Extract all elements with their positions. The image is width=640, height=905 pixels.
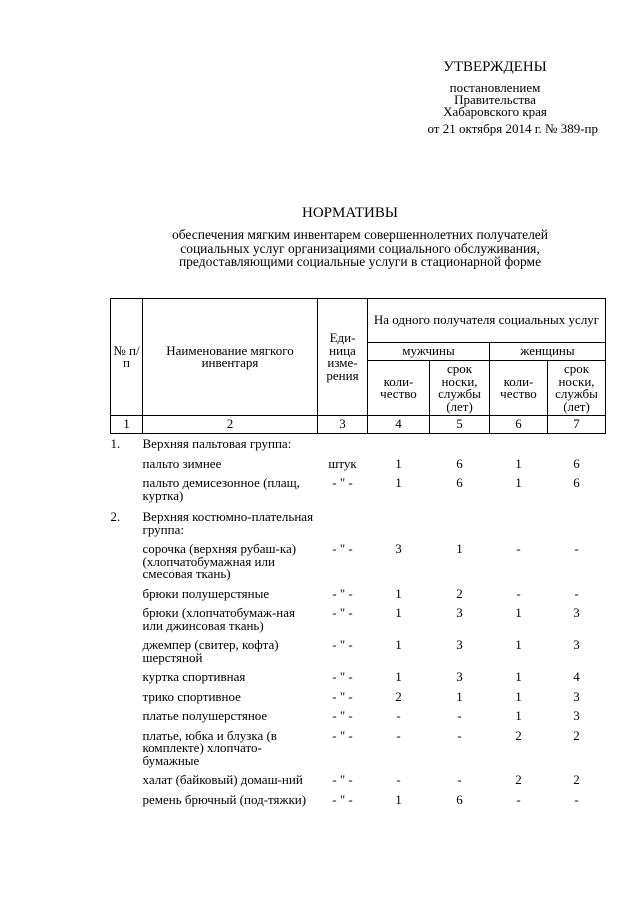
table-row <box>111 586 606 606</box>
unit-of-measure: - " - <box>332 772 353 787</box>
men-term: 3 <box>456 669 463 684</box>
col-number: 5 <box>430 416 490 434</box>
men-term: - <box>457 708 462 723</box>
row-number <box>111 772 143 792</box>
item-name: платье полушерстяное <box>142 708 268 723</box>
table-row <box>111 475 606 507</box>
women-quantity: - <box>516 541 521 556</box>
table-row <box>111 792 606 812</box>
approval-line-4: от 21 октября 2014 г. № 389-пр <box>427 121 598 136</box>
item-name: ремень брючный (под-тяжки) <box>142 791 307 807</box>
unit-of-measure: - " - <box>332 688 353 704</box>
header-women-term: срок носки, службы (лет) <box>548 361 606 416</box>
women-term: 6 <box>573 475 580 490</box>
table-row <box>111 689 606 709</box>
men-term: - <box>457 772 462 787</box>
item-name: куртка спортивная <box>142 669 246 684</box>
unit-of-measure: - " - <box>332 669 353 684</box>
unit-of-measure <box>318 434 368 456</box>
men-quantity: 1 <box>395 605 402 620</box>
unit-of-measure: штук <box>328 455 357 471</box>
women-quantity: 1 <box>515 708 522 723</box>
men-quantity: - <box>396 772 401 787</box>
unit-of-measure <box>318 507 368 541</box>
norms-table <box>110 298 606 811</box>
men-term: 2 <box>456 585 463 601</box>
unit-of-measure: - " - <box>332 727 353 743</box>
unit-of-measure: - " - <box>332 637 353 652</box>
item-name: Верхняя пальтовая группа: <box>142 436 292 451</box>
row-number <box>111 689 143 709</box>
women-term: - <box>574 791 579 807</box>
women-quantity: - <box>516 791 521 807</box>
document-subtitle <box>110 228 610 269</box>
row-number <box>111 605 143 637</box>
women-term: 3 <box>573 708 580 723</box>
row-number <box>111 669 143 689</box>
women-quantity: 1 <box>515 475 522 490</box>
row-number: 1. <box>110 436 121 451</box>
col-number: 4 <box>368 416 430 434</box>
men-quantity: 1 <box>395 585 402 601</box>
table-row <box>111 541 606 586</box>
women-quantity: 1 <box>515 637 522 652</box>
row-number <box>111 728 143 773</box>
subtitle-line: социальных услуг организациями социального обслуживания, <box>180 240 540 256</box>
row-number <box>111 792 143 812</box>
men-quantity: - <box>396 727 401 743</box>
men-quantity: 1 <box>395 637 402 652</box>
men-term <box>430 507 490 541</box>
header-name: Наименование мягкого инвентаря <box>143 299 318 416</box>
table-row <box>111 669 606 689</box>
women-quantity: 1 <box>515 455 522 471</box>
col-number: 7 <box>548 416 606 434</box>
header-men: мужчины <box>368 343 490 361</box>
women-quantity: 1 <box>515 669 522 684</box>
row-number <box>111 586 143 606</box>
unit-of-measure: - " - <box>332 585 353 601</box>
item-name: брюки (хлопчатобумаж-ная или джинсовая ткань) <box>142 605 295 633</box>
men-quantity <box>368 434 430 456</box>
men-term <box>430 434 490 456</box>
unit-of-measure: - " - <box>332 541 353 556</box>
item-name: трико спортивное <box>142 688 241 704</box>
men-quantity: 1 <box>395 455 402 471</box>
table-body <box>111 434 606 812</box>
item-name: Верхняя костюмно-плательная группа: <box>142 509 314 537</box>
row-number <box>111 475 143 507</box>
women-term: 3 <box>573 637 580 652</box>
women-quantity: - <box>516 585 521 601</box>
col-number: 6 <box>490 416 548 434</box>
item-name: брюки полушерстяные <box>142 585 270 601</box>
men-quantity: 3 <box>395 541 402 556</box>
header-women-qty: коли-чество <box>490 361 548 416</box>
item-name: пальто демисезонное (плащ, куртка) <box>142 475 300 503</box>
men-term: 3 <box>456 637 463 652</box>
men-term: - <box>457 727 462 743</box>
men-quantity: - <box>396 708 401 723</box>
women-term: 6 <box>573 455 580 471</box>
subtitle-line: предоставляющими социальные услуги в стационарной форме <box>178 254 542 269</box>
approval-line-2: Правительства <box>454 92 536 107</box>
men-term: 6 <box>456 791 463 807</box>
women-term <box>548 434 606 456</box>
table-row <box>111 708 606 728</box>
unit-of-measure: - " - <box>332 791 353 807</box>
item-name: халат (байковый) домаш-ний <box>142 772 303 787</box>
women-quantity: 2 <box>515 727 522 743</box>
row-number <box>111 708 143 728</box>
item-name: сорочка (верхняя рубаш-ка) (хлопчатобумажная или смесовая ткань) <box>142 541 297 581</box>
men-term: 6 <box>456 475 463 490</box>
subtitle-line: обеспечения мягким инвентарем совершеннолетних получателей <box>171 227 549 242</box>
men-quantity <box>368 507 430 541</box>
unit-of-measure: - " - <box>332 605 353 620</box>
table-row <box>111 456 606 476</box>
men-term: 6 <box>456 455 463 471</box>
men-quantity: 1 <box>395 791 402 807</box>
header-unit: Еди-ница изме-рения <box>318 299 368 416</box>
men-term: 3 <box>456 605 463 620</box>
unit-of-measure: - " - <box>332 708 353 723</box>
women-term: - <box>574 541 579 556</box>
women-quantity: 1 <box>515 688 522 704</box>
table-row <box>111 507 606 541</box>
header-men-term: срок носки, службы (лет) <box>430 361 490 416</box>
row-number <box>111 541 143 586</box>
women-quantity <box>490 434 548 456</box>
table-row <box>111 637 606 669</box>
approval-title: УТВЕРЖДЕНЫ <box>443 59 547 75</box>
women-term: 2 <box>573 727 580 743</box>
table-row <box>111 728 606 773</box>
header-men-qty: коли-чество <box>368 361 430 416</box>
men-term: 1 <box>456 541 463 556</box>
header-per-recipient: На одного получателя социальных услуг <box>368 299 606 343</box>
men-term: 1 <box>456 688 463 704</box>
item-name: пальто зимнее <box>142 455 222 471</box>
approval-block <box>380 58 610 136</box>
approval-line-1: постановлением <box>449 80 541 95</box>
men-quantity: 2 <box>395 688 402 704</box>
header-num: № п/п <box>111 299 143 416</box>
women-term: 4 <box>573 669 580 684</box>
table-row <box>111 772 606 792</box>
item-name: джемпер (свитер, кофта) шерстяной <box>142 637 279 665</box>
unit-of-measure: - " - <box>332 475 353 490</box>
women-quantity: 2 <box>515 772 522 787</box>
col-number: 1 <box>111 416 143 434</box>
row-number <box>111 456 143 476</box>
row-number: 2. <box>110 509 121 524</box>
col-number: 2 <box>143 416 318 434</box>
document-title: НОРМАТИВЫ <box>302 205 398 221</box>
women-term: 2 <box>573 772 580 787</box>
col-number: 3 <box>318 416 368 434</box>
row-number <box>111 637 143 669</box>
men-quantity: 1 <box>395 669 402 684</box>
women-quantity <box>490 507 548 541</box>
item-name: платье, юбка и блузка (в комплекте) хлопчато-бумажные <box>142 727 277 768</box>
header-women: женщины <box>490 343 606 361</box>
table-row <box>111 434 606 456</box>
women-term: 3 <box>573 605 580 620</box>
table-row <box>111 605 606 637</box>
men-quantity: 1 <box>395 475 402 490</box>
women-term: 3 <box>573 688 580 704</box>
women-term: - <box>574 585 579 601</box>
women-quantity: 1 <box>515 605 522 620</box>
women-term <box>548 507 606 541</box>
approval-line-3: Хабаровского края <box>443 104 547 119</box>
